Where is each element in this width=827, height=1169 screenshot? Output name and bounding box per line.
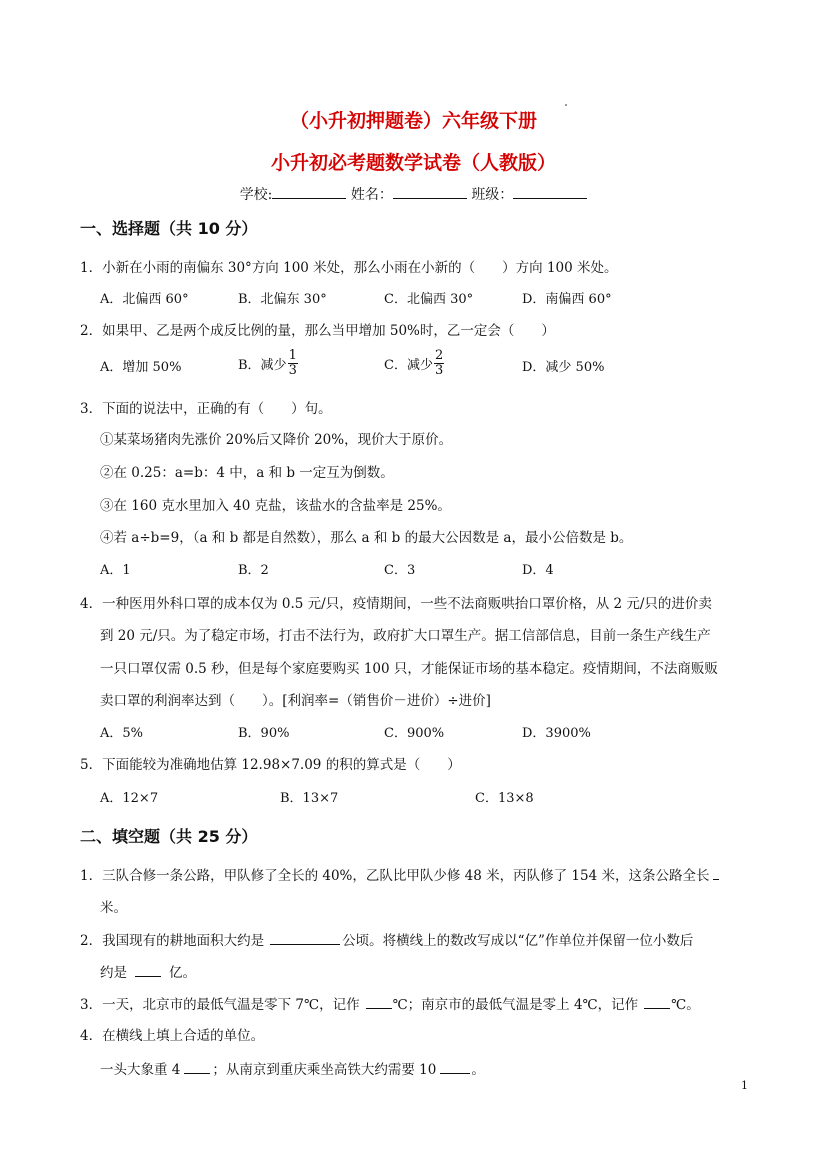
fraction-denominator: 3 <box>434 363 444 378</box>
question-1-2-stem: 2．如果甲、乙是两个成反比例的量，那么当甲增加 50%时，乙一定会（ ） <box>80 323 555 339</box>
q1-3-option-a: A．1 <box>100 563 131 578</box>
fraction-two-thirds <box>434 349 444 378</box>
name-label: 姓名： <box>350 187 393 203</box>
q2-3-blank-2 <box>644 994 670 1009</box>
question-1-4-line-1: 4．一种医用外科口罩的成本仅为 0.5 元/只，疫情期间，一些不法商贩哄抬口罩价格，从 2 元/只的进价卖 <box>80 596 712 612</box>
question-2-4-line <box>100 1058 485 1078</box>
section-heading-choice: 一、选择题（共 10 分） <box>80 219 258 238</box>
q1-2-option-d: D．减少 50% <box>522 360 605 375</box>
q2-2-blank-2 <box>135 962 161 977</box>
q1-2-option-a: A．增加 50% <box>100 360 182 375</box>
fraction-one-third <box>288 349 298 378</box>
q2-1-answer-blank <box>713 865 719 880</box>
page-number: 1 <box>741 1079 748 1092</box>
q1-3-option-d: D．4 <box>522 563 554 578</box>
question-2-3 <box>80 993 700 1013</box>
q1-1-option-b: B．北偏东 30° <box>238 292 327 307</box>
question-1-5-stem: 5．下面能较为准确地估算 12.98×7.09 的积的算式是（ ） <box>80 757 461 773</box>
page-title: （小升初押题卷）六年级下册 <box>289 110 537 132</box>
q1-3-option-b: B．2 <box>238 563 269 578</box>
question-1-1-stem: 1．小新在小雨的南偏东 30°方向 100 米处，那么小雨在小新的（ ）方向 100 米处。 <box>80 260 618 276</box>
q1-3-option-c: C．3 <box>384 563 416 578</box>
page-subtitle: 小升初必考题数学试卷（人教版） <box>270 152 556 174</box>
fraction-numerator: 2 <box>434 348 444 363</box>
question-2-1-line-1 <box>80 864 719 884</box>
question-2-1-line-2: 米。 <box>100 900 127 916</box>
q1-1-option-c: C．北偏西 30° <box>384 292 474 307</box>
q1-1-option-d: D．南偏西 60° <box>522 292 612 307</box>
class-blank <box>513 184 587 199</box>
q1-3-statement-2: ②在 0.25：a=b：4 中，a 和 b 一定互为倒数。 <box>100 465 394 481</box>
q2-4-text-c: 。 <box>471 1062 485 1078</box>
section-heading-fill-in: 二、填空题（共 25 分） <box>80 827 258 846</box>
school-label: 学校: <box>239 187 273 203</box>
q2-2-text-c: 约是 <box>100 965 127 981</box>
q2-4-blank-1 <box>184 1059 210 1074</box>
q2-2-text-b: 公顷。将横线上的数改写成以“亿”作单位并保留一位小数后 <box>342 933 694 949</box>
q2-4-text-a: 一头大象重 4 <box>100 1062 181 1078</box>
question-1-4-line-4: 卖口罩的利润率达到（ ）。[利润率=（销售价－进价）÷进价] <box>100 693 491 709</box>
fraction-numerator: 1 <box>288 348 297 363</box>
q2-2-blank-1 <box>270 930 340 945</box>
q2-1-text: 1．三队合修一条公路，甲队修了全长的 40%，乙队比甲队少修 48 米，丙队修了 154 米，这条公路全长 <box>80 868 710 884</box>
q1-3-statement-4: ④若 a÷b=9，（a 和 b 都是自然数），那么 a 和 b 的最大公因数是 a，最小公倍数是 b。 <box>100 530 633 546</box>
school-blank <box>272 184 346 199</box>
question-2-4-stem: 4．在横线上填上合适的单位。 <box>80 1028 265 1044</box>
question-2-2-line-2 <box>100 961 196 981</box>
student-info-line <box>0 184 827 204</box>
q1-2-option-c <box>384 349 444 378</box>
fraction-denominator: 3 <box>288 363 297 378</box>
q1-1-option-a: A．北偏西 60° <box>100 292 189 307</box>
q1-2-option-b-label: B．减少 <box>238 358 287 373</box>
q2-4-text-b: ；从南京到重庆乘坐高铁大约需要 10 <box>212 1062 437 1078</box>
q2-4-blank-2 <box>440 1059 470 1074</box>
q2-3-text-a: 3．一天，北京市的最低气温是零下 7℃，记作 <box>80 997 360 1013</box>
q1-4-option-d: D．3900% <box>522 726 591 741</box>
q1-2-option-b <box>238 349 298 378</box>
class-label: 班级： <box>471 187 514 203</box>
q2-2-text-d: 亿。 <box>169 965 196 981</box>
q1-5-option-b: B．13×7 <box>280 791 339 806</box>
q1-4-option-a: A．5% <box>100 726 144 741</box>
question-1-3-stem: 3．下面的说法中，正确的有（ ）句。 <box>80 401 332 417</box>
q1-5-option-c: C．13×8 <box>475 791 534 806</box>
q1-5-option-a: A．12×7 <box>100 791 159 806</box>
q1-2-option-c-label: C．减少 <box>384 358 433 373</box>
q2-3-text-c: ℃。 <box>671 997 700 1013</box>
question-2-2-line-1 <box>80 929 693 949</box>
q1-4-option-b: B．90% <box>238 726 290 741</box>
q2-2-text-a: 2．我国现有的耕地面积大约是 <box>80 933 265 949</box>
q2-3-text-b: ℃；南京市的最低气温是零上 4℃，记作 <box>392 997 639 1013</box>
question-1-4-line-2: 到 20 元/只。为了稳定市场，打击不法行为，政府扩大口罩生产。据工信部信息，目前一条生产线生产 <box>100 628 711 644</box>
q1-4-option-c: C．900% <box>384 726 445 741</box>
q1-3-statement-3: ③在 160 克水里加入 40 克盐，该盐水的含盐率是 25%。 <box>100 498 451 514</box>
name-blank <box>393 184 467 199</box>
q1-3-statement-1: ①某菜场猪肉先涨价 20%后又降价 20%，现价大于原价。 <box>100 432 453 448</box>
question-1-4-line-3: 一只口罩仅需 0.5 秒，但是每个家庭要购买 100 只，才能保证市场的基本稳定。疫情期间，不法商贩贩 <box>100 661 718 677</box>
q2-3-blank-1 <box>366 994 392 1009</box>
